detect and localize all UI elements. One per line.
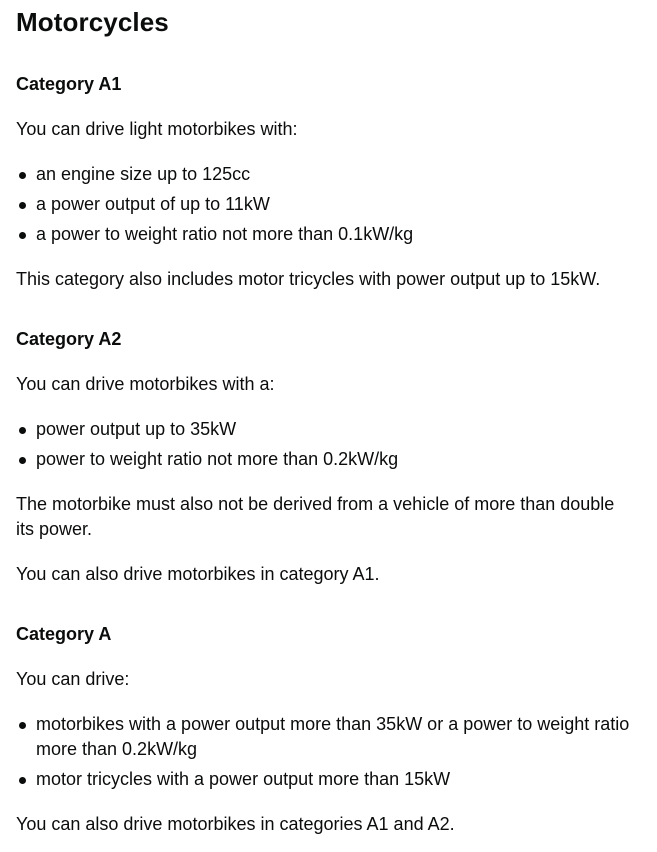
list-item: motor tricycles with a power output more than 15kW [16,767,636,792]
category-a1-heading: Category A1 [16,74,122,94]
category-a2-note-a1: You can also drive motorbikes in category A1. [16,564,380,584]
category-a2-intro: You can drive motorbikes with a: [16,374,275,394]
list-item: a power output of up to 11kW [16,192,636,217]
category-a2-heading: Category A2 [16,329,122,349]
category-a-list [16,712,636,797]
category-a1-list [16,162,636,252]
category-a2-list [16,417,636,477]
category-a-heading: Category A [16,624,112,644]
category-a-intro: You can drive: [16,669,130,689]
list-item: a power to weight ratio not more than 0.1kW/kg [16,222,636,247]
list-item: power output up to 35kW [16,417,636,442]
category-a2-note-derived: The motorbike must also not be derived from a vehicle of more than double its power. [16,494,615,539]
category-a1-intro: You can drive light motorbikes with: [16,119,298,139]
page-title: Motorcycles [16,7,169,37]
list-item: motorbikes with a power output more than 35kW or a power to weight ratio more than 0.2kW/kg [16,712,636,762]
category-a-note: You can also drive motorbikes in categories A1 and A2. [16,814,455,834]
list-item: power to weight ratio not more than 0.2kW/kg [16,447,636,472]
list-item: an engine size up to 125cc [16,162,636,187]
category-a1-note: This category also includes motor tricycles with power output up to 15kW. [16,269,601,289]
